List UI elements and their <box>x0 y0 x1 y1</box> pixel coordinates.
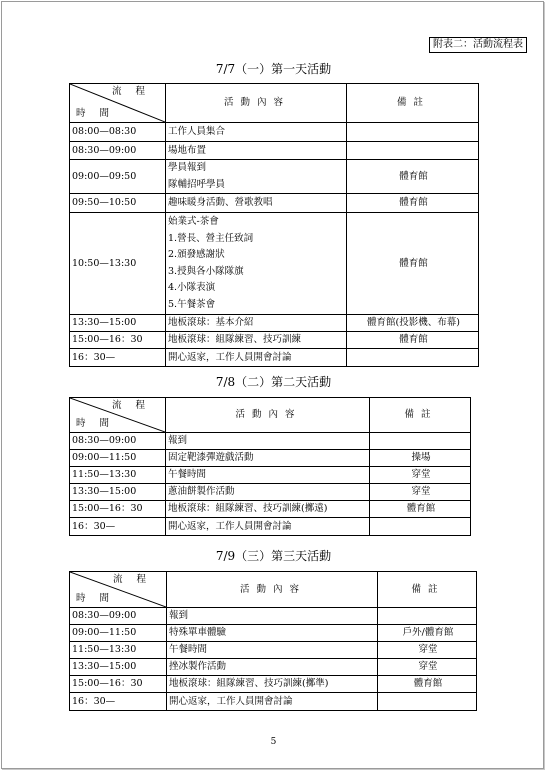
content-line: 3.授與各小隊隊旗 <box>168 265 244 277</box>
table-row <box>70 213 479 315</box>
table-row <box>70 659 477 676</box>
day-2-table <box>69 397 471 536</box>
table-row <box>70 332 479 349</box>
content-cell: 開心返家，工作人員開會討論 <box>166 349 347 367</box>
note-cell: 體育館 <box>347 332 479 349</box>
table-row <box>70 518 471 536</box>
content-cell: 場地布置 <box>166 142 347 160</box>
remarks-header-cell: 備註 <box>370 398 471 433</box>
content-cell <box>166 213 347 315</box>
table-row <box>70 625 477 642</box>
table-row <box>70 315 479 332</box>
table-header-row <box>70 84 479 123</box>
day-1-title: 7/7（一）第一天活動 <box>215 62 332 76</box>
day-1-table <box>69 83 479 367</box>
flow-header-label: 流程 <box>111 400 159 411</box>
table-row <box>70 123 479 142</box>
table-row <box>70 608 477 625</box>
table-row <box>70 142 479 160</box>
content-cell: 開心返家，工作人員開會討論 <box>166 518 370 536</box>
content-cell: 午餐時間 <box>166 467 370 484</box>
note-cell: 體育館 <box>347 213 479 315</box>
note-cell <box>347 142 479 160</box>
time-cell: 16：30— <box>70 349 166 367</box>
note-cell <box>378 693 477 711</box>
time-header-label: 時間 <box>76 418 124 429</box>
content-line: 1.營長、營主任致詞 <box>168 232 254 244</box>
note-cell <box>378 608 477 625</box>
time-header-label: 時間 <box>76 593 124 604</box>
content-cell: 地板滾球：組隊練習、技巧訓練 <box>166 332 347 349</box>
time-cell: 09:00—11:50 <box>70 625 167 642</box>
time-cell: 15:00—16：30 <box>70 676 167 693</box>
note-cell: 穿堂 <box>378 642 477 659</box>
time-cell: 09:50—10:50 <box>70 194 166 213</box>
content-line: 學員報到 <box>168 162 207 173</box>
attachment-label: 附表二：活動流程表 <box>429 37 527 53</box>
time-cell: 10:50—13:30 <box>70 213 166 315</box>
note-cell: 體育館 <box>347 194 479 213</box>
content-line: 5.午餐茶會 <box>168 298 216 310</box>
table-header-row <box>70 572 477 608</box>
table-row <box>70 349 479 367</box>
content-cell: 報到 <box>167 608 378 625</box>
time-cell: 11:50—13:30 <box>70 642 167 659</box>
time-cell: 15:00—16：30 <box>70 501 166 518</box>
note-cell: 戶外/體育館 <box>378 625 477 642</box>
remarks-header-cell: 備註 <box>378 572 477 608</box>
time-cell: 08:30—09:00 <box>70 142 166 160</box>
note-cell: 體育館(投影機、布幕) <box>347 315 479 332</box>
time-cell: 09:00—11:50 <box>70 450 166 467</box>
content-cell: 報到 <box>166 433 370 450</box>
time-cell: 13:30—15:00 <box>70 315 166 332</box>
table-row <box>70 642 477 659</box>
page-number: 5 <box>270 737 277 747</box>
content-cell: 午餐時間 <box>167 642 378 659</box>
content-cell: 挫冰製作活動 <box>167 659 378 676</box>
note-cell <box>347 123 479 142</box>
content-cell <box>166 160 347 194</box>
table-row <box>70 467 471 484</box>
content-header-cell: 活動內容 <box>166 398 370 433</box>
note-cell: 穿堂 <box>370 484 471 501</box>
flow-time-header-cell <box>70 84 166 123</box>
flow-header-label: 流程 <box>111 86 159 97</box>
content-cell: 開心返家，工作人員開會討論 <box>167 693 378 711</box>
content-header-cell: 活動內容 <box>167 572 378 608</box>
time-cell: 16：30— <box>70 518 166 536</box>
content-line: 始業式-茶會 <box>168 216 219 227</box>
time-cell: 13:30—15:00 <box>70 484 166 501</box>
content-cell: 特殊單車體驗 <box>167 625 378 642</box>
flow-time-header-cell <box>70 572 167 608</box>
day-3-table <box>69 571 477 711</box>
content-line: 4.小隊表演 <box>168 282 216 293</box>
note-cell: 操場 <box>370 450 471 467</box>
table-row <box>70 693 477 711</box>
time-cell: 08:30—09:00 <box>70 433 166 450</box>
day-3-title: 7/9（三）第三天活動 <box>215 549 332 563</box>
note-cell: 體育館 <box>347 160 479 194</box>
remarks-header-cell: 備註 <box>347 84 479 123</box>
note-cell <box>347 349 479 367</box>
content-line: 隊輔招呼學員 <box>168 178 226 190</box>
note-cell: 穿堂 <box>378 659 477 676</box>
time-cell: 16：30— <box>70 693 167 711</box>
table-row <box>70 160 479 194</box>
time-cell: 13:30—15:00 <box>70 659 167 676</box>
time-cell: 11:50—13:30 <box>70 467 166 484</box>
time-header-label: 時間 <box>76 108 124 119</box>
content-cell: 固定靶漆彈遊戲活動 <box>166 450 370 467</box>
table-row <box>70 501 471 518</box>
content-header-cell: 活動內容 <box>166 84 347 123</box>
table-header-row <box>70 398 471 433</box>
note-cell <box>370 518 471 536</box>
note-cell: 體育館 <box>378 676 477 693</box>
content-line: 2.頒發感謝狀 <box>168 249 225 260</box>
content-cell: 蔥油餅製作活動 <box>166 484 370 501</box>
content-cell: 地板滾球：組隊練習、技巧訓練(擲準) <box>167 676 378 693</box>
table-row <box>70 484 471 501</box>
note-cell <box>370 433 471 450</box>
note-cell: 體育館 <box>370 501 471 518</box>
time-cell: 08:30—09:00 <box>70 608 167 625</box>
table-row <box>70 450 471 467</box>
time-cell: 08:00—08:30 <box>70 123 166 142</box>
table-row <box>70 433 471 450</box>
content-cell: 工作人員集合 <box>166 123 347 142</box>
table-row <box>70 676 477 693</box>
table-row <box>70 194 479 213</box>
flow-header-label: 流程 <box>112 574 160 585</box>
flow-time-header-cell <box>70 398 166 433</box>
day-2-title: 7/8（二）第二天活動 <box>215 375 332 389</box>
time-cell: 15:00—16：30 <box>70 332 166 349</box>
content-cell: 地板滾球：基本介紹 <box>166 315 347 332</box>
time-cell: 09:00—09:50 <box>70 160 166 194</box>
note-cell: 穿堂 <box>370 467 471 484</box>
content-cell: 趣味暖身活動、營歌教唱 <box>166 194 347 213</box>
content-cell: 地板滾球：組隊練習、技巧訓練(擲遠) <box>166 501 370 518</box>
